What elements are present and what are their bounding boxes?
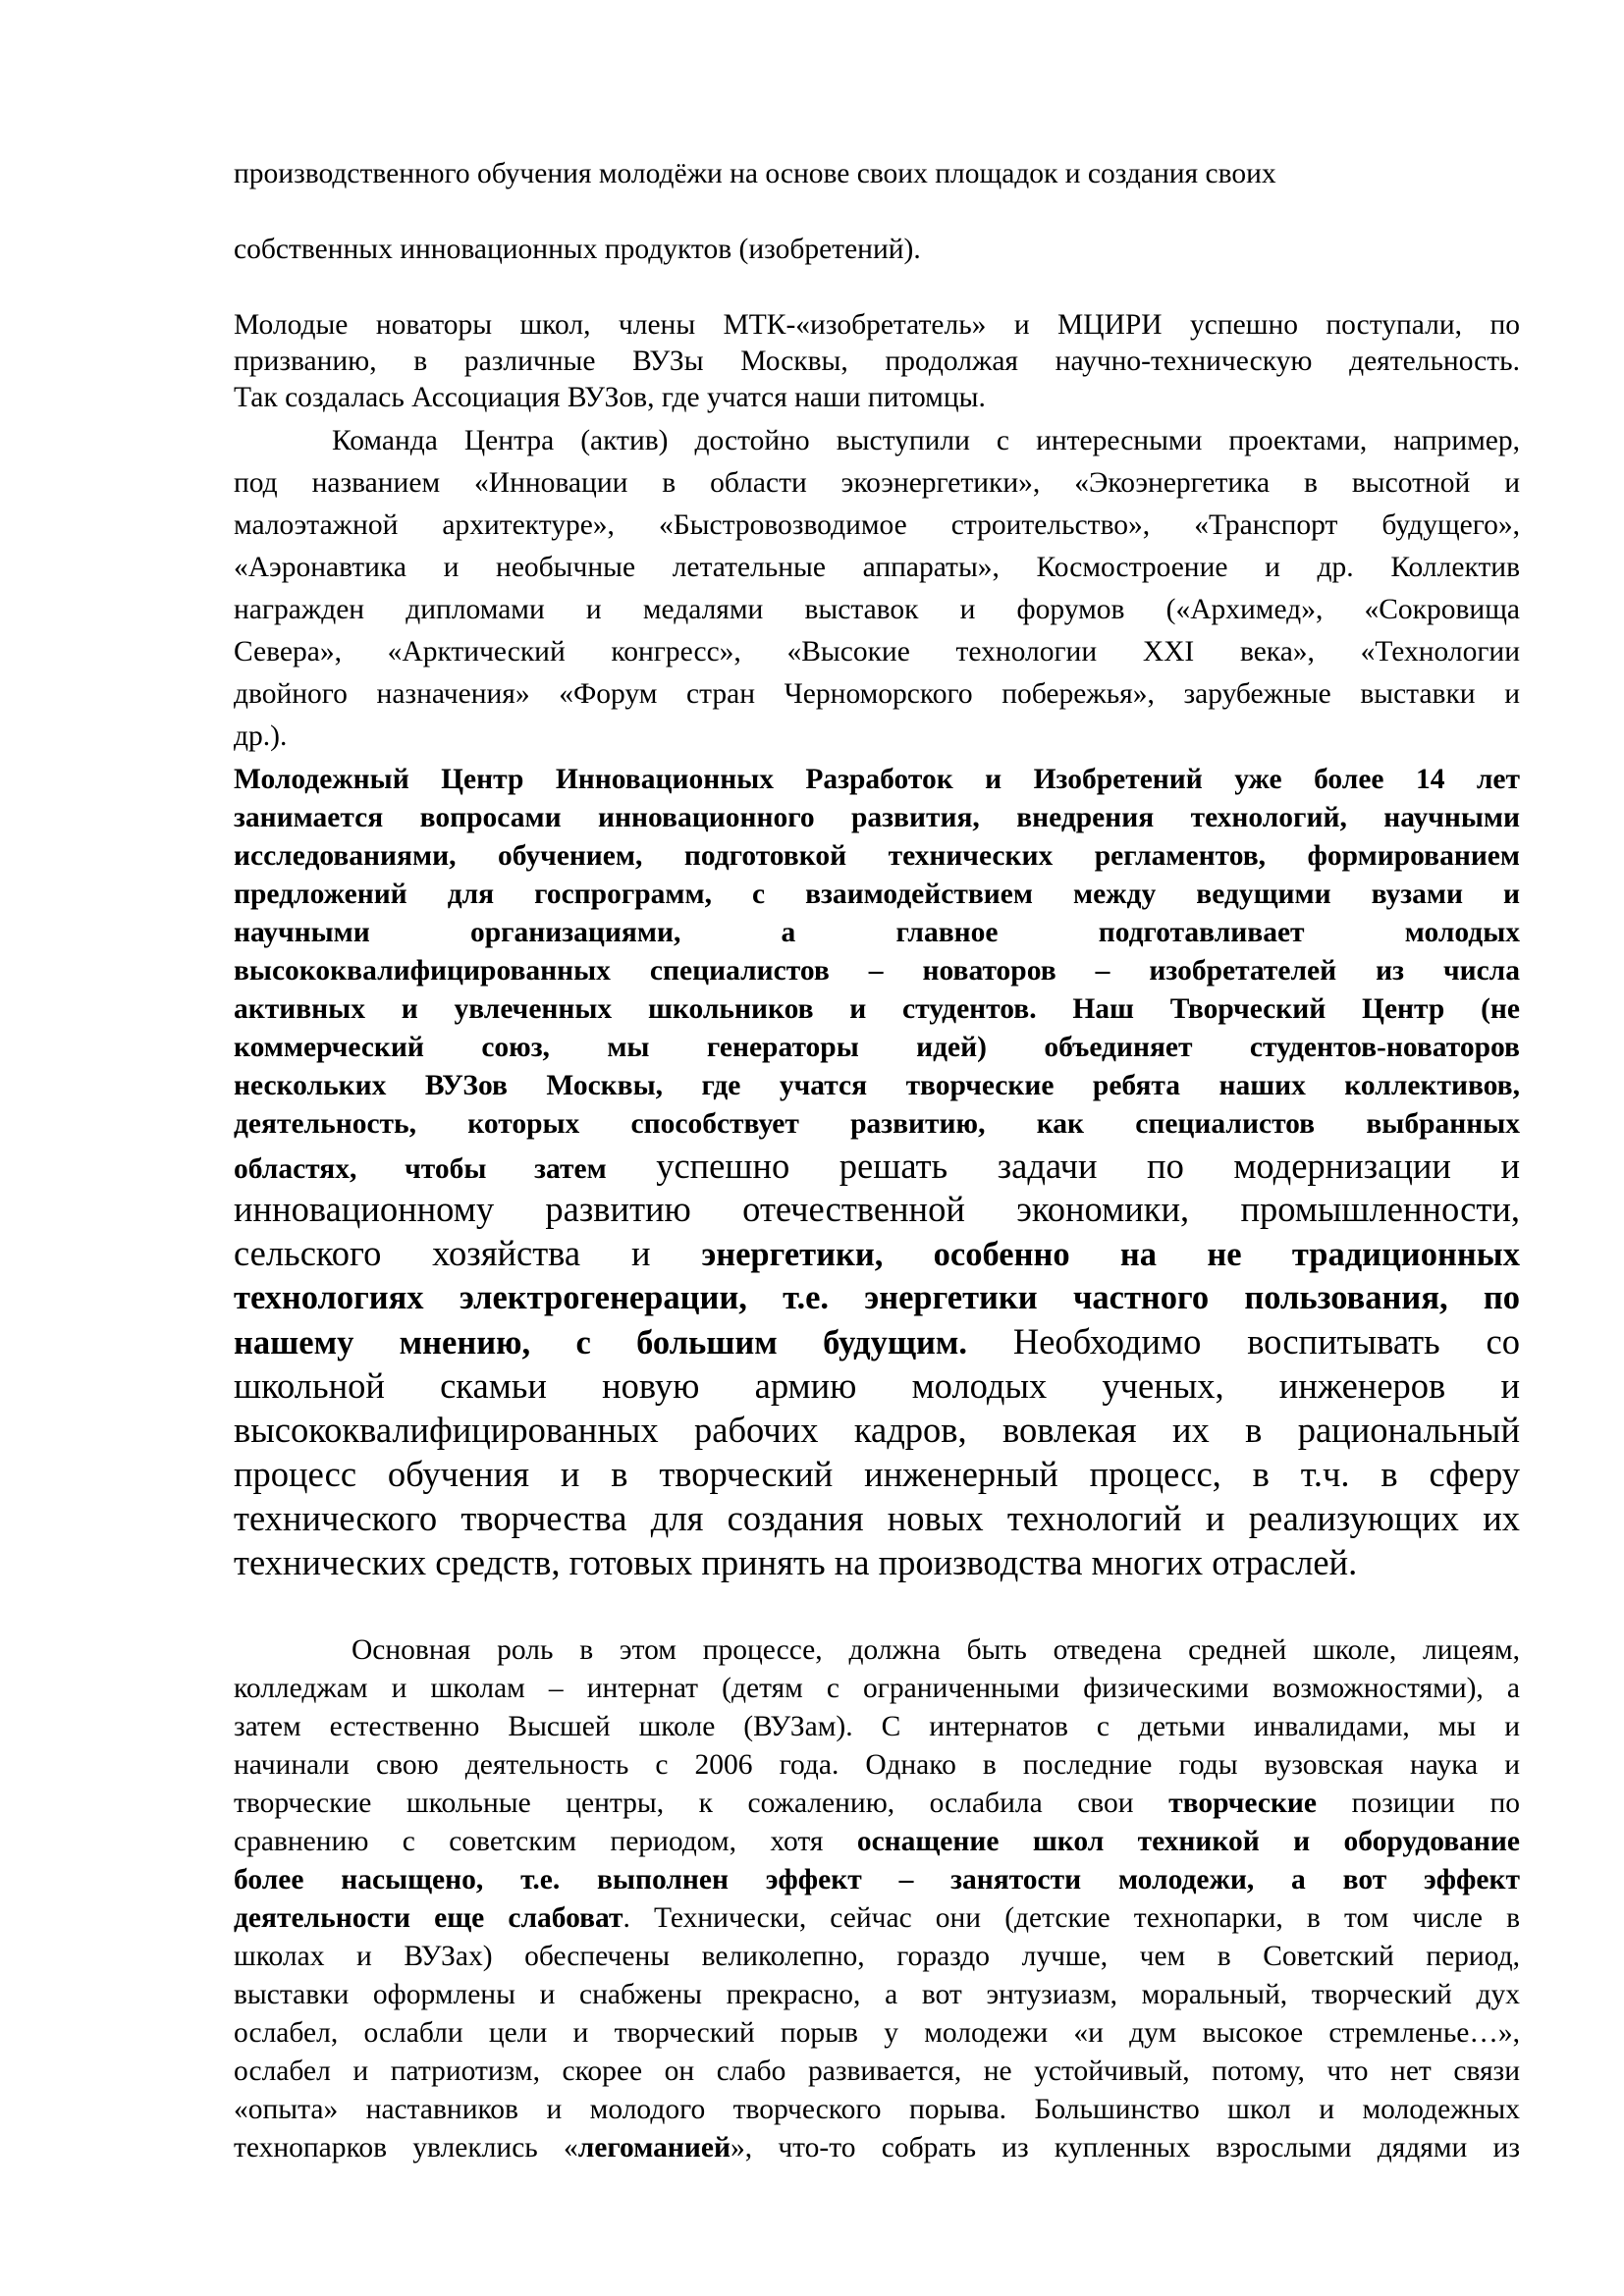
para2-line-3: малоэтажной архитектуре», «Быстровозводимое строительство», «Транспорт будущего», (234, 509, 1520, 541)
intro-line-2: собственных инновационных продуктов (изобретений). (234, 234, 921, 265)
para4-line-11: ослабел, ослабли цели и творческий порыв у молодежи «и дум высокое стремленье…», (234, 2017, 1520, 2049)
para3-line-9: нескольких ВУЗов Москвы, где учатся творческие ребята наших коллективов, (234, 1070, 1520, 1101)
para1-line-3: Так создалась Ассоциация ВУЗов, где учатся наши питомцы. (234, 382, 986, 413)
para3-line-7: активных и увлеченных школьников и студентов. Наш Творческий Центр (не (234, 993, 1520, 1025)
para2-line-5: награжден дипломами и медалями выставок и форумов («Архимед», «Сокровища (234, 594, 1520, 625)
para3-line-16: школьной скамьи новую армию молодых ученых, инженеров и (234, 1365, 1520, 1406)
para4-line-14-rest: », что-то собрать из купленных взрослыми дядями из (730, 2132, 1520, 2163)
para4-line-13: «опыта» наставников и молодого творческого порыва. Большинство школ и молодежных (234, 2094, 1520, 2125)
para4-line-10: выставки оформлены и снабжены прекрасно, а вот энтузиазм, моральный, творческий дух (234, 1979, 1520, 2010)
para3-line-11 (234, 1145, 1520, 1188)
para3-line-13-plain: сельского хозяйства и (234, 1233, 702, 1273)
para2-line-1: Команда Центра (актив) достойно выступили с интересными проектами, например, (332, 425, 1520, 456)
para4-line-9: школах и ВУЗах) обеспечены великолепно, гораздо лучше, чем в Советский период, (234, 1941, 1520, 1972)
para4-line-14-plain: технопарков увлеклись « (234, 2132, 578, 2163)
document-page (234, 0, 1520, 2296)
para3-line-13 (234, 1232, 1520, 1276)
para2-line-6: Севера», «Арктический конгресс», «Высокие технологии XXI века», «Технологии (234, 636, 1520, 667)
para4-line-3: затем естественно Высшей школе (ВУЗам). С интернатов с детьми инвалидами, мы и (234, 1711, 1520, 1742)
para3-line-11-bold: областях, чтобы затем (234, 1153, 607, 1185)
para4-line-5 (234, 1786, 1520, 1821)
para3-line-19: технического творчества для создания новых технологий и реализующих их (234, 1498, 1520, 1538)
para3-line-4: предложений для госпрограмм, с взаимодействием между ведущими вузами и (234, 879, 1520, 910)
para2-line-4: «Аэронавтика и необычные летательные аппараты», Космостроение и др. Коллектив (234, 552, 1520, 583)
para4-line-4: начинали свою деятельность с 2006 года. Однако в последние годы вузовская наука и (234, 1749, 1520, 1781)
para4-line-1: Основная роль в этом процессе, должна быть отведена средней школе, лицеям, (352, 1634, 1520, 1666)
para4-line-5-rest: позиции по (1317, 1788, 1520, 1819)
intro-line-1: производственного обучения молодёжи на основе своих площадок и создания своих (234, 158, 1276, 189)
para4-line-2: колледжам и школам – интернат (детям с ограниченными физическими возможностями), а (234, 1673, 1520, 1704)
para3-line-15-rest: Необходимо воспитывать со (967, 1321, 1520, 1362)
para4-line-5-bold: творческие (1168, 1788, 1318, 1819)
para4-line-8-bold: деятельности еще слабоват (234, 1902, 623, 1934)
para4-line-12: ослабел и патриотизм, скорее он слабо развивается, не устойчивый, потому, что нет связи (234, 2056, 1520, 2087)
para4-line-8-rest: . Технически, сейчас они (детские технопарки, в том числе в (623, 1902, 1520, 1934)
para3-line-14: технологиях электрогенерации, т.е. энергетики частного пользования, по (234, 1279, 1520, 1316)
para3-line-10: деятельность, которых способствует развитию, как специалистов выбранных (234, 1108, 1520, 1140)
para4-line-7: более насыщено, т.е. выполнен эффект – занятости молодежи, а вот эффект (234, 1864, 1520, 1896)
para3-line-20: технических средств, готовых принять на производства многих отраслей. (234, 1542, 1358, 1582)
para3-line-6: высококвалифицированных специалистов – новаторов – изобретателей из числа (234, 955, 1520, 987)
para2-line-8: др.). (234, 721, 288, 752)
para4-line-6-plain: сравнению с советским периодом, хотя (234, 1826, 857, 1857)
para4-line-14 (234, 2130, 1520, 2165)
para2-line-7: двойного назначения» «Форум стран Черноморского побережья», зарубежные выставки и (234, 678, 1520, 710)
para3-line-13-bold: энергетики, особенно на не традиционных (701, 1236, 1520, 1273)
para3-line-3: исследованиями, обучением, подготовкой технических регламентов, формированием (234, 840, 1520, 872)
para1-line-2: призванию, в различные ВУЗы Москвы, продолжая научно-техническую деятельность. (234, 346, 1520, 377)
para4-line-6 (234, 1824, 1520, 1859)
para3-line-12: инновационному развитию отечественной экономики, промышленности, (234, 1189, 1520, 1229)
para3-line-8: коммерческий союз, мы генераторы идей) объединяет студентов-новаторов (234, 1032, 1520, 1063)
para3-line-1: Молодежный Центр Инновационных Разработок и Изобретений уже более 14 лет (234, 764, 1520, 795)
para1-line-1: Молодые новаторы школ, члены МТК-«изобретатель» и МЦИРИ успешно поступали, по (234, 309, 1520, 341)
para3-line-18: процесс обучения и в творческий инженерный процесс, в т.ч. в сферу (234, 1454, 1520, 1494)
para3-line-11-rest: успешно решать задачи по модернизации и (606, 1146, 1520, 1186)
para3-line-2: занимается вопросами инновационного развития, внедрения технологий, научными (234, 802, 1520, 833)
para4-line-5-plain: творческие школьные центры, к сожалению, ослабила свои (234, 1788, 1169, 1819)
para3-line-5: научными организациями, а главное подготавливает молодых (234, 917, 1520, 948)
para4-line-8 (234, 1900, 1520, 1936)
para3-line-15-bold: нашему мнению, с большим будущим. (234, 1324, 967, 1362)
para3-line-17: высококвалифицированных рабочих кадров, вовлекая их в рациональный (234, 1410, 1520, 1450)
para3-line-15 (234, 1320, 1520, 1364)
para4-line-14-bold: легоманией (577, 2132, 731, 2163)
para2-line-2: под названием «Инновации в области экоэнергетики», «Экоэнергетика в высотной и (234, 467, 1520, 499)
para4-line-6-bold: оснащение школ техникой и оборудование (856, 1826, 1521, 1857)
